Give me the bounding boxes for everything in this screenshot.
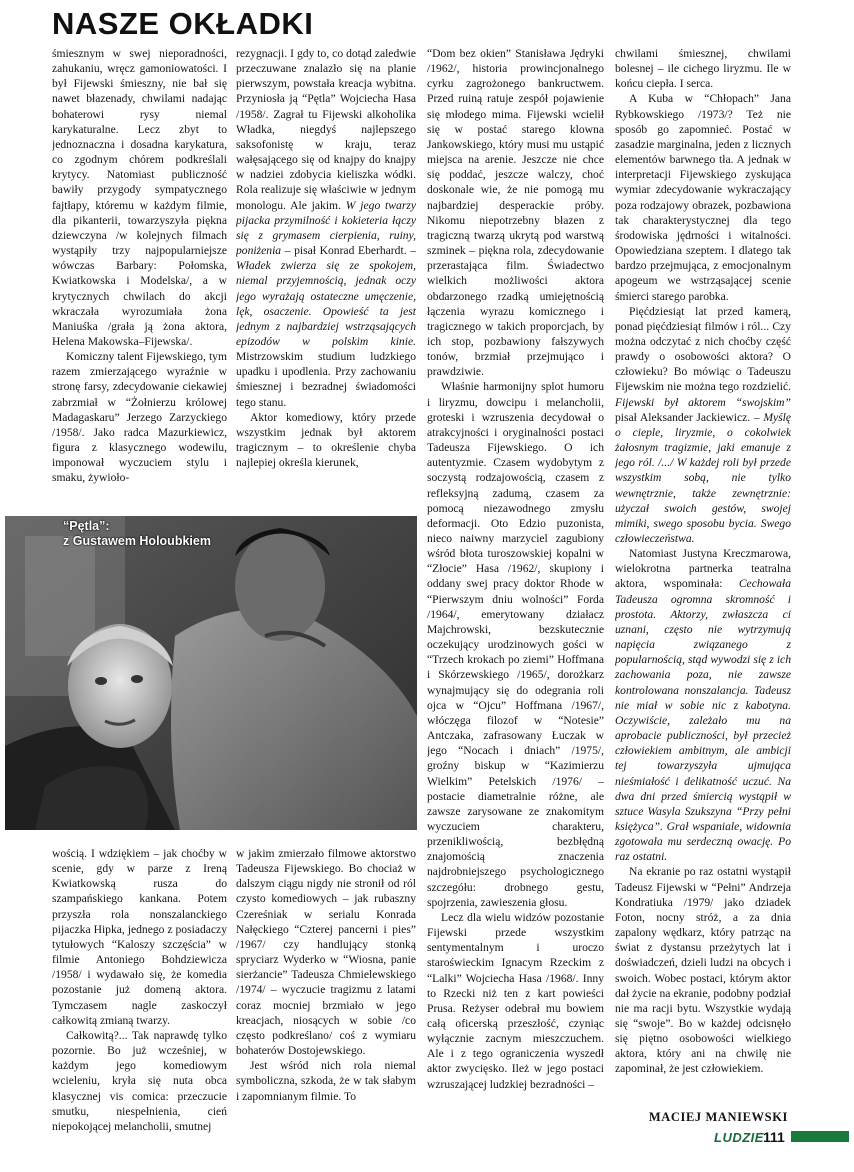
- paragraph: [615, 304, 791, 547]
- text-run: Natomiast Justyna Kreczmarowa, wielokrotna partnerka teatralna aktora, wspominała:: [615, 547, 791, 591]
- text-run: rezygnacji. I gdy to, co dotąd zaledwie przeczuwane znalazło się na planie pierwszym, powstała kreacja wybitna. Przyniosła ją “Pętla” Wojciecha Hasa /1958/. Zagrał tu Fijewski alkoholika Władka, niegdyś najlepszego saksofonistę w kraju, teraz wałęsającego się od knajpy do knajpy w nadziei zdobycia kieliszka wódki. Rola realizuje się właściwie w jednym monologu. Ale jakim.: [236, 47, 416, 212]
- paragraph: [236, 46, 416, 410]
- text-run: – pisał Konrad Eberhardt. –: [284, 244, 416, 258]
- paragraph: Aktor komediowy, który przede wszystkim jednak był aktorem tragicznym – to określenie chyba najlepiej określa kierunek,: [236, 410, 416, 470]
- paragraph: śmiesznym w swej nieporadności, zahukaniu, wręcz gamoniowatości. I był Fijewski śmieszny, nie bał się nawet błazenady, chwilami nadając bohaterowi rysy niemal karykaturalne. Lecz zbyt to jednoznaczna i dosadna karykatura, co zgodnym chórem podkreślali krytycy. Natomiast publiczność bawiły przygody sympatycznego fajtłapy, któremu w każdym filmie, dla pikanterii, towarzyszyła piękna dziewczyna /w kolejnych filmach wystąpiły trzy najpopularniejsze wówczas Barbary: Połomska, Kwiatkowska i Modelska/, a w krytycznych chwilach do akcji wkraczała wyrozumiała żona Maniuśka /grała ją żona aktora, Helena Makowska–Fijewska/.: [52, 47, 227, 348]
- paragraph: A Kuba w “Chłopach” Jana Rybkowskiego /1973/? Też nie sposób go zapomnieć. Postać w zasadzie marginalna, jeden z licznych elementów barwnego tła. A jednak w interpretacji Fijewskiego zyskująca wymiar zdecydowanie wykraczający poza rodzajowy obrazek, pozbawiona tak charakterystycznej dla tego środowiska jędrności i witalności. Opowiedziana szeptem. I dlatego tak bardzo przejmująca, z emocjonalnym apogeum we wstrząsającej scenie śmierci starego parobka.: [615, 92, 791, 303]
- text-run: Pięćdziesiąt lat przed kamerą, ponad pięćdziesiąt filmów i ról... Czy można odczytać z nich choćby część prawdy o osobowości aktora? O człowieku? Bo mówiąc o Tadeuszu Fijewskim nie można tego rozdzielić.: [615, 304, 791, 394]
- paragraph: w jakim zmierzało filmowe aktorstwo Tadeusza Fijewskiego. Bo chociaż w dalszym ciągu nigdy nie stronił od ról czysto komediowych – jak rubaszny Czereśniak w serialu Konrada Nałęckiego “Czterej pancerni i pies” /1967/ czy handlujący stonką spryciarz Wyderko w “Wiosna, panie sierżancie” Tadeusza Chmielewskiego /1974/ – wyczucie tragizmu z latami coraz mocniej brzmiało w jego kreacjach, niosących w sobie /co często podkreślano/ coś z wymiaru bohaterów Dostojewskiego.: [236, 847, 416, 1058]
- article-column-4: [615, 46, 791, 1106]
- paragraph: [615, 546, 791, 864]
- article-column-3: [427, 46, 604, 1136]
- article-column-2-lower: [236, 846, 416, 1136]
- paragraph: “Dom bez okien” Stanisława Jędryki /1962/, historia prowincjonalnego cyrku zagrożonego bankructwem. Przed ruiną ratuje zespół pojawienie się młodego mima. Fijewski wcielił się w postać starego klowna Jankowskiego, który musi mu ustąpić miejsca na arenie. Jeszcze nie chce się poddać, jeszcze walczy, choć doskonale wie, że nie pomogą mu najbardziej desperackie próby. Nikomu niepotrzebny błazen z tragiczną twarzą ukrytą pod warstwą szminek – piękna rola, zdecydowanie przerastająca film. Świadectwo wielkich możliwości aktora obdarzonego rzadką umiejętnością łączenia wyrazu komicznego i tragicznego w takich proporcjach, by ich stop, pozbawiony fałszywych tonów, brzmiał przejmująco i prawdziwie.: [427, 47, 604, 379]
- caption-title: “Pętla”:: [63, 519, 110, 533]
- quote-italic: W jego twarzy pijacka przymilność i kokieteria łączy się z grymasem cierpienia, ruiny, poniżenia: [236, 198, 416, 258]
- magazine-brand: LUDZIE: [714, 1130, 764, 1145]
- article-column-1: [52, 46, 227, 506]
- caption-subtitle: z Gustawem Holoubkiem: [63, 534, 211, 548]
- paragraph: Lecz dla wielu widzów pozostanie Fijewski przede wszystkim sentymentalnym i uroczo staroświeckim Ignacym Rzeckim z “Lalki” Wojciecha Hasa /1968/. Inny to Rzecki niż ten z kart powieści Prusa. Reżyser odebrał mu bowiem całą oficerską przeszłość, czyniąc wyłącznie zacnym mieszczuchem. Ale i z tego ograniczenia wyszedł aktor zwycięsko. Ileż w jego postaci wzruszającej ludzkiej bezradności –: [427, 910, 604, 1091]
- paragraph: chwilami śmiesznej, chwilami bolesnej – ile cichego liryzmu. Ile w końcu ciepła. I serca.: [615, 47, 791, 91]
- author-byline: MACIEJ MANIEWSKI: [648, 1110, 788, 1124]
- paragraph: Całkowitą?... Tak naprawdę tylko pozornie. Bo już wcześniej, w każdym jego komediowym wcieleniu, kryła się nuta obca klasycznej vis comica: przeczucie smutku, niespełnienia, cień niepokojącej melancholii, smutnej: [52, 1028, 227, 1133]
- text-run: Mistrzowskim studium ludzkiego upadku i upodlenia. Przy zachowaniu śmiesznej i bezradnej świadomości tego stanu.: [236, 350, 416, 409]
- paragraph: wością. I wdziękiem – jak choćby w scenie, gdy w parze z Ireną Kwiatkowską rusza do szampańskiego kankana. Potem przyszła rola nonszalanckiego pijaczka Hipka, jednego z posiadaczy tytułowych “Kaloszy szczęścia” w filmie Antoniego Bohdziewicza /1958/ i wydawało się, że komedia pozostanie już domeną aktora. Tymczasem nagle zaskoczył całkowitą zmianą twarzy.: [52, 847, 227, 1027]
- paragraph: Jest wśród nich rola niemal symboliczna, szkoda, że w tak słabym i zapomnianym filmie. To: [236, 1059, 416, 1103]
- page-accent-bar: [791, 1131, 849, 1142]
- text-run: pisał Aleksander Jackiewicz. –: [615, 410, 760, 424]
- photo-caption: [63, 519, 211, 549]
- paragraph: Właśnie harmonijny splot humoru i liryzmu, dowcipu i melancholii, groteski i wzruszenia decydował o atrakcyjności i oryginalności postaci Tadeusza Fijewskiego. O ich autentyzmie. Czasem wydobytym z soczystą rodzajowością, czasem z refleksyjną zadumą, czasem za pomocą niezawodnego zmysłu deformacji. Oto Edzio puzonista, nieco naiwny marzyciel zagubiony wśród błota turoszowskiej kopalni w “Złocie” Hasa /1962/, skupiony i oddany swej pracy doktor Rhode w “Pierwszym dniu wolności” Forda /1964/, emerytowany działacz Majchrowski, bezskutecznie oczekujący urodzinowych gości w “Trzech krokach po ziemi” Hoffmana i Skórzewskiego /1965/, dorożkarz wynajmujący się do odegrania roli ojca w “Ojcu” Hoffmana /1967/, włóczęga filozof w “Notesie” Antczaka, zafrasowany Łuczak w jego “Nocach i dniach” /1975/, groźny biskup w “Kazimierzu Wielkim” Petelskich /1976/ – postacie diametralnie różne, ale zawsze zarysowane ze znakomitym wyczuciem charakteru, przenikliwością, bezbłędną znajomością znaczenia najdrobniejszego psychologicznego szczegółu: drobnego gestu, spojrzenia, zawieszenia głosu.: [427, 380, 604, 909]
- quote-italic: Cechowała Tadeusza ogromna skromność i prostota. Aktorzy, zwłaszcza ci uznani, często nie wytrzymują napięcia związanego z popularnością, stąd wywodzi się z ich zachowania poza, nie zawsze kontrolowana nonszalancja. Tadeusz nie miał w sobie nic z kabotyna. Oczywiście, zależało mu na aprobacie publiczności, był przecież człowiekiem ambitnym, ale ambicji tej towarzyszyła ujmująca nieśmiałość i delikatność uczuć. Na dwa dni przed śmiercią wystąpił w sztuce Wasyla Szukszyna “Przy pełni księżyca”. Grał wspaniale, widownia zgotowała mu serdeczną owację. Po raz ostatni.: [615, 577, 791, 864]
- quote-italic: Myślę o cieple, liryzmie, o cokolwiek żałosnym tragizmie, jaki emanuje z jego ról. /.../ W każdej roli był przede wszystkim sobą, nie tylko wewnętrznie, także zewnętrznie: użyczał swoich gestów, swojej mimiki, swego sposobu bycia. Swego człowieczeństwa.: [615, 410, 791, 545]
- quote-italic: Fijewski był aktorem “swojskim”: [615, 395, 791, 409]
- paragraph: Na ekranie po raz ostatni wystąpił Tadeusz Fijewski w “Pełni” Andrzeja Kondratiuka /1979/ jako dziadek Foton, nocny stróż, a za dnia zapalony wędkarz, który patrząc na świat z dystansu przeżytych lat i doświadczeń, dzieli ludzi na obcych i swoich. Wobec postaci, którym aktor dał życie na ekranie, podobny podział nie ma racji bytu. Wszystkie wydają się “swoje”. Bo w każdej odcisnęło się piętno osobowości wielkiego aktora, który ani na chwilę nie zapominał, że jest człowiekiem.: [615, 865, 791, 1076]
- section-title: NASZE OKŁADKI: [52, 6, 314, 41]
- film-still-photo: [5, 516, 417, 830]
- paragraph: Komiczny talent Fijewskiego, tym razem zmierzającego wyraźnie w stronę farsy, zdecydowanie ciekawiej zabrzmiał w “Żołnierzu królowej Madagaskaru” Jerzego Zarzyckiego /1958/. Jako radca Mazurkiewicz, figura z klasycznego wodewilu, imponował wyczuciem stylu i smaku, żywioło-: [52, 350, 227, 485]
- page-number: 111: [763, 1129, 785, 1145]
- film-still-illustration: [5, 516, 417, 830]
- article-column-2: [236, 46, 416, 506]
- quote-italic: Władek zwierza się ze spokojem, niemal przyjemnością, jednak oczy jego wyrażają ostateczne umęczenie, lęk, osaczenie. Opowieść ta jest jednym z najbardziej wstrząsających epizodów w polskim kinie.: [236, 259, 416, 348]
- article-column-1-lower: [52, 846, 227, 1136]
